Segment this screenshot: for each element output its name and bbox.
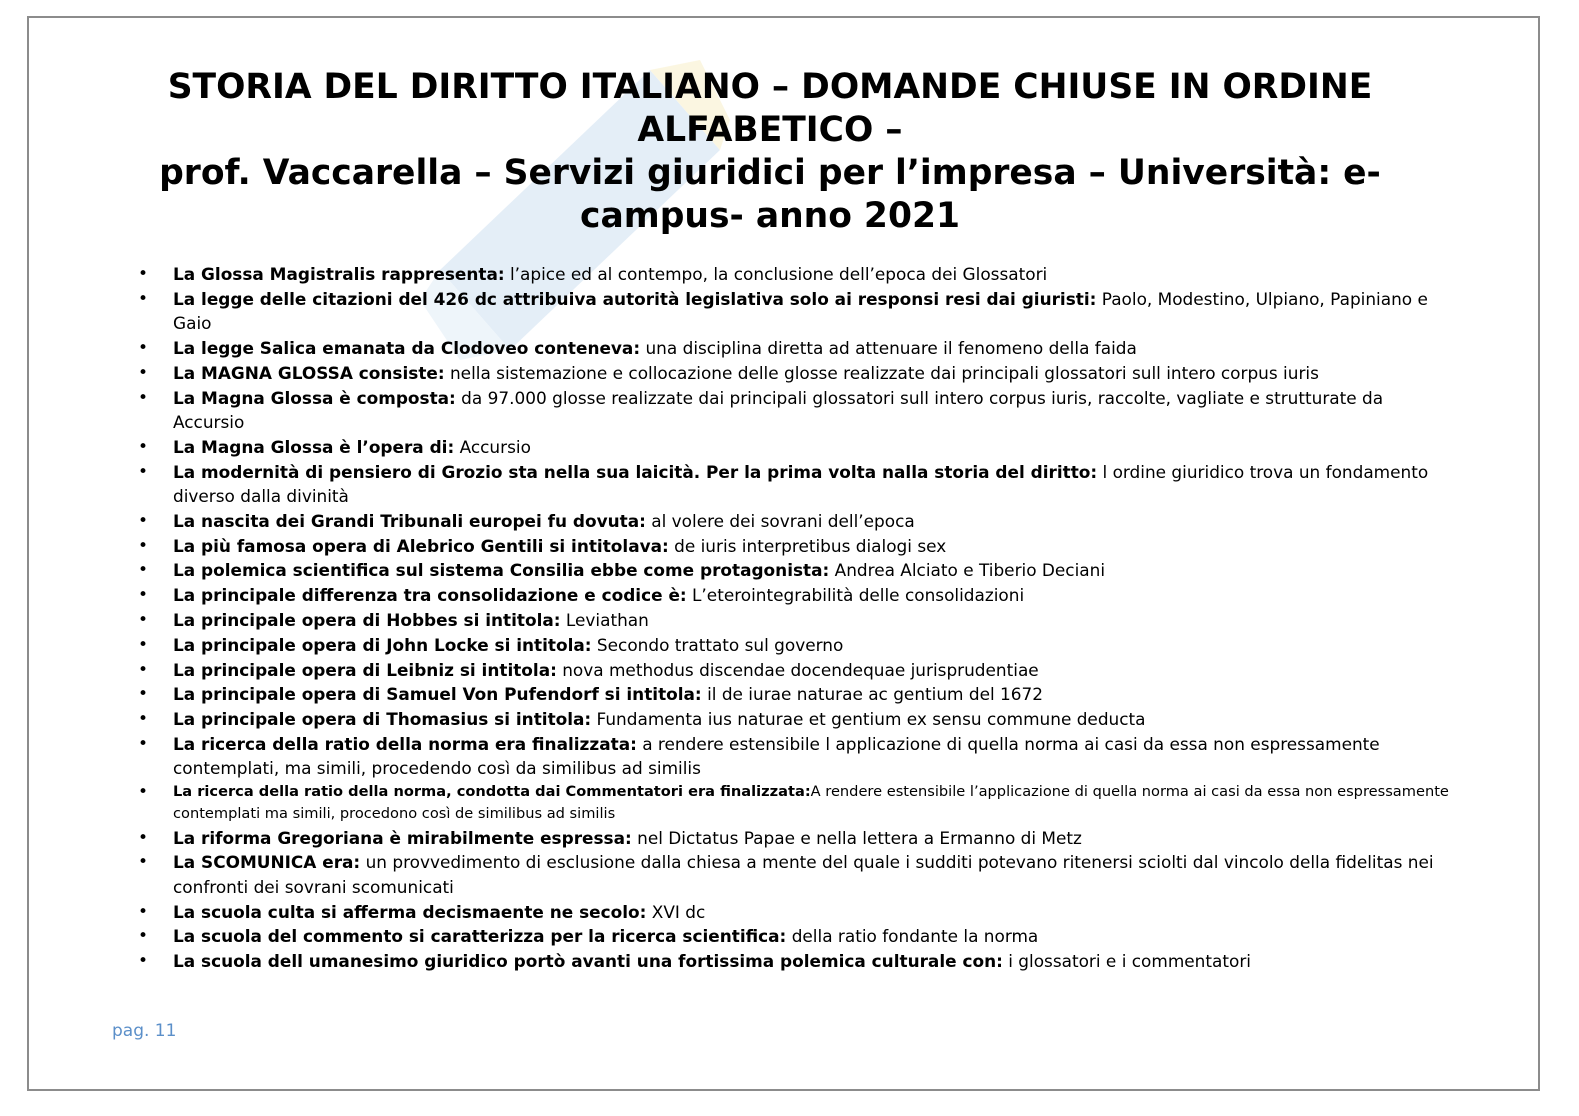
answer: Secondo trattato sul governo	[591, 634, 844, 655]
list-item	[120, 900, 1450, 924]
question: La scuola del commento si caratterizza per la ricerca scientifica:	[173, 926, 787, 947]
answer: una disciplina diretta ad attenuare il fenomeno della faida	[640, 338, 1137, 358]
list-item	[120, 386, 1450, 435]
list-item	[120, 608, 1450, 632]
answer: a rendere estensibile l applicazione di quella norma ai casi da essa non espressamente contemplati, ma simili, procedendo così da similibus ad similis	[173, 733, 1380, 779]
question: La nascita dei Grandi Tribunali europei fu dovuta:	[173, 510, 646, 531]
answer: l ordine giuridico trova un fondamento diverso dalla divinità	[173, 461, 1429, 506]
question: La principale opera di John Locke si intitola:	[173, 634, 592, 655]
question: La principale opera di Thomasius si intitola:	[173, 709, 592, 730]
question: La legge Salica emanata da Clodoveo conteneva:	[173, 338, 641, 358]
answer: Leviathan	[560, 609, 649, 630]
question: La riforma Gregoriana è mirabilmente espressa:	[173, 827, 632, 848]
answer: un provvedimento di esclusione dalla chiesa a mente del quale i sudditi potevano ritenersi sciolti dal vincolo della fidelitas nei confronti dei sovrani scomunicati	[173, 852, 1434, 897]
document-title	[80, 66, 1460, 238]
list-item	[120, 262, 1450, 286]
answer: l’apice ed al contempo, la conclusione dell’epoca dei Glossatori	[504, 264, 1048, 284]
question: La principale opera di Leibniz si intitola:	[173, 659, 557, 680]
answer: da 97.000 glosse realizzate dai principali glossatori sull intero corpus iuris, raccolte, vagliate e strutturate da Accursio	[173, 387, 1384, 432]
question: La SCOMUNICA era:	[173, 852, 361, 873]
list-item	[120, 633, 1450, 657]
answer: XVI dc	[646, 901, 706, 922]
answer: Accursio	[454, 436, 531, 457]
question: La Magna Glossa è composta:	[173, 387, 456, 408]
question: La principale differenza tra consolidazione e codice è:	[173, 585, 687, 606]
question: La MAGNA GLOSSA consiste:	[173, 362, 445, 383]
answer: il de iurae naturae ac gentium del 1672	[701, 684, 1044, 705]
title-line-4: campus- anno 2021	[580, 196, 960, 236]
list-item	[120, 949, 1450, 973]
question: La più famosa opera di Alebrico Gentili si intitolava:	[173, 535, 669, 556]
answer: della ratio fondante la norma	[786, 926, 1039, 947]
list-item	[120, 924, 1450, 948]
answer: Andrea Alciato e Tiberio Deciani	[829, 560, 1106, 581]
list-item	[120, 460, 1450, 509]
question: La scuola culta si afferma decismaente ne secolo:	[173, 901, 647, 922]
question: La Glossa Magistralis rappresenta:	[173, 264, 505, 284]
title-line-3: prof. Vaccarella – Servizi giuridici per l’impresa – Università: e-	[159, 153, 1381, 193]
list-item	[120, 336, 1450, 360]
question: La Magna Glossa è l’opera di:	[173, 436, 455, 457]
list-item	[120, 435, 1450, 459]
list-item	[120, 287, 1450, 336]
answer: nova methodus discendae docendequae jurisprudentiae	[556, 659, 1039, 680]
answer: A rendere estensibile l’applicazione di quella norma ai casi da essa non espressamente contemplati ma simili, procedono così de similibus ad similis	[173, 783, 1449, 823]
question: La polemica scientifica sul sistema Consilia ebbe come protagonista:	[173, 560, 830, 581]
question: La ricerca della ratio della norma era finalizzata:	[173, 733, 637, 754]
list-item	[120, 850, 1450, 899]
answer: i glossatori e i commentatori	[1002, 951, 1251, 972]
answer: Paolo, Modestino, Ulpiano, Papiniano e Gaio	[173, 288, 1428, 334]
question: La principale opera di Hobbes si intitola:	[173, 609, 561, 630]
page-number: pag. 11	[112, 1021, 177, 1041]
question: La scuola dell umanesimo giuridico portò avanti una fortissima polemica culturale con:	[173, 951, 1003, 972]
list-item	[120, 509, 1450, 533]
answer: nella sistemazione e collocazione delle glosse realizzate dai principali glossatori sull intero corpus iuris	[444, 362, 1319, 383]
title-line-1: STORIA DEL DIRITTO ITALIANO – DOMANDE CHIUSE IN ORDINE	[167, 67, 1373, 107]
list-item	[120, 583, 1450, 607]
list-item	[120, 707, 1450, 731]
question: La legge delle citazioni del 426 dc attribuiva autorità legislativa solo ai responsi resi dai giuristi:	[173, 288, 1097, 309]
list-item	[120, 534, 1450, 558]
list-item	[120, 658, 1450, 682]
list-item	[120, 682, 1450, 706]
question: La principale opera di Samuel Von Pufendorf si intitola:	[173, 684, 702, 705]
answer: L’eterointegrabilità delle consolidazioni	[686, 585, 1025, 606]
question-list	[120, 262, 1450, 974]
question: La ricerca della ratio della norma, condotta dai Commentatori era finalizzata:	[173, 783, 811, 801]
answer: Fundamenta ius naturae et gentium ex sensu commune deducta	[591, 709, 1146, 730]
list-item	[120, 361, 1450, 385]
answer: al volere dei sovrani dell’epoca	[645, 510, 915, 531]
list-item	[120, 558, 1450, 582]
list-item	[120, 732, 1450, 781]
list-item	[120, 781, 1450, 825]
answer: de iuris interpretibus dialogi sex	[668, 535, 947, 556]
answer: nel Dictatus Papae e nella lettera a Ermanno di Metz	[631, 827, 1082, 848]
list-item	[120, 826, 1450, 850]
title-line-2: ALFABETICO –	[637, 110, 903, 150]
question: La modernità di pensiero di Grozio sta nella sua laicità. Per la prima volta nalla storia del diritto:	[173, 461, 1098, 482]
